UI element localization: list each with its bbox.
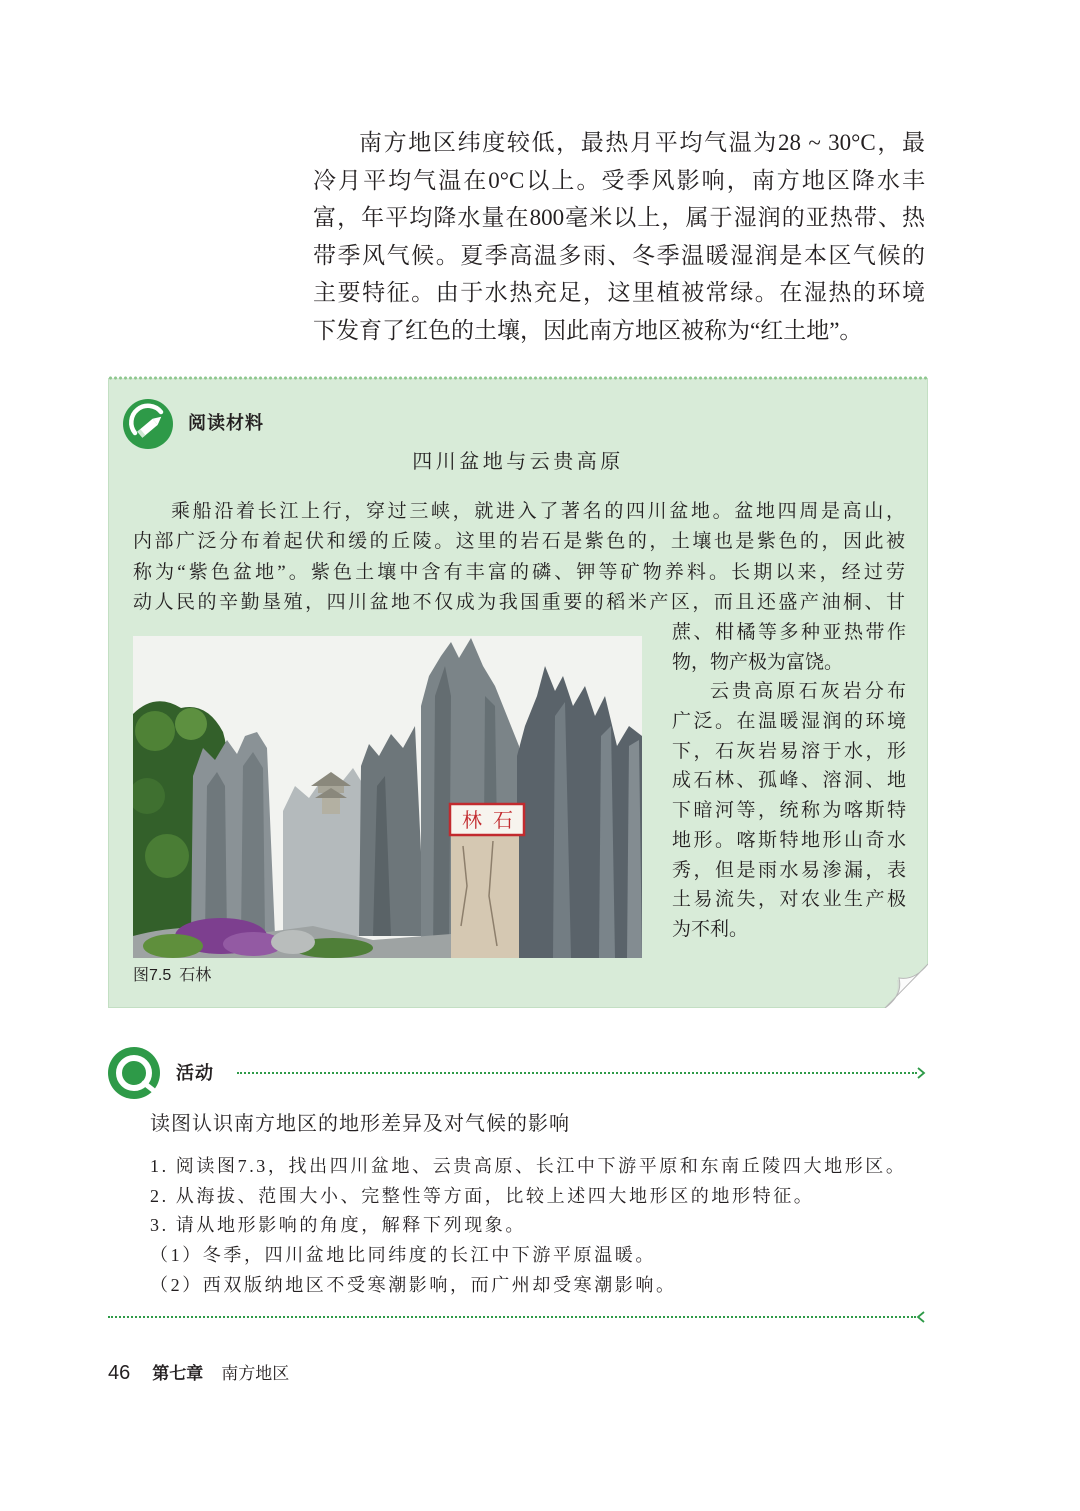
reading-title: 四川盆地与云贵高原	[412, 451, 624, 473]
reading-line: 为不利。	[672, 918, 749, 940]
stone-forest-sign	[450, 804, 524, 835]
reading-line: 下，石灰岩易溶于水，形	[672, 740, 906, 762]
reading-line: 蔗、柑橘等多种亚热带作	[672, 622, 906, 643]
reading-line: 地形。喀斯特地形山奇水	[672, 829, 906, 851]
paragraph-line: 主要特征。由于水热充足，这里植被常绿。在湿热的环境	[313, 280, 925, 305]
reading-line: 动人民的辛勤垦殖，四川盆地不仅成为我国重要的稻米产区，而且还盛产油桐、甘	[133, 591, 905, 613]
page-number: 46	[108, 1362, 131, 1384]
reading-line: 成石林、孤峰、溶洞、地	[672, 770, 906, 792]
activity-question-list	[150, 1152, 930, 1300]
page-footer	[108, 1360, 289, 1386]
reading-line: 云贵高原石灰岩分布	[710, 681, 906, 703]
sign-char: 林	[462, 808, 482, 832]
activity-label: 活动	[176, 1063, 214, 1083]
paragraph-line: 带季风气候。夏季高温多雨、冬季温暖湿润是本区气候的	[313, 242, 925, 268]
reading-line: 下暗河等，统称为喀斯特	[672, 800, 906, 822]
page-curl-corner	[880, 960, 928, 1008]
paragraph-line: 下发育了红色的土壤，因此南方地区被称为“红土地”。	[313, 317, 863, 343]
activity-item: （2）西双版纳地区不受寒潮影响，而广州却受寒潮影响。	[150, 1274, 677, 1295]
reading-text-full-width	[133, 497, 905, 618]
sign-char: 石	[493, 808, 513, 832]
figure-caption	[133, 965, 211, 987]
reading-line: 内部广泛分布着起伏和缓的丘陵。这里的岩石是紫色的，土壤也是紫色的，因此被	[133, 531, 905, 553]
figure-number: 图7.5	[133, 967, 172, 984]
chevron-left-icon	[916, 1311, 926, 1323]
figure-title: 石林	[179, 967, 212, 984]
reading-line: 物，物产极为富饶。	[672, 651, 844, 673]
activity-ring-icon	[107, 1046, 161, 1100]
reading-line: 称为“紫色盆地”。紫色土壤中含有丰富的磷、钾等矿物养料。长期以来，经过劳	[133, 561, 905, 583]
pencil-badge-icon	[122, 398, 174, 450]
panel-perforated-edge	[108, 375, 928, 381]
paragraph-line: 富，年平均降水量在800毫米以上，属于湿润的亚热带、热	[313, 205, 925, 230]
activity-item: 2. 从海拔、范围大小、完整性等方面，比较上述四大地形区的地形特征。	[150, 1185, 815, 1206]
section-label: 南方地区	[221, 1364, 290, 1383]
chevron-right-icon	[916, 1067, 926, 1079]
reading-line: 秀，但是雨水易渗漏，表	[672, 859, 906, 881]
activity-top-divider	[237, 1072, 917, 1074]
chapter-label: 第七章	[152, 1364, 204, 1383]
reading-line: 广泛。在温暖湿润的环境	[672, 711, 906, 733]
activity-bottom-divider	[108, 1316, 916, 1318]
reading-text-side-column	[672, 618, 906, 945]
activity-item: 1. 阅读图7.3，找出四川盆地、云贵高原、长江中下游平原和东南丘陵四大地形区。	[150, 1156, 907, 1176]
main-paragraph	[313, 124, 925, 349]
paragraph-line: 冷月平均气温在0°C以上。受季风影响，南方地区降水丰	[313, 167, 925, 193]
activity-heading: 读图认识南方地区的地形差异及对气候的影响	[150, 1113, 570, 1135]
activity-item: （1）冬季，四川盆地比同纬度的长江中下游平原温暖。	[150, 1245, 656, 1266]
paragraph-line: 南方地区纬度较低，最热月平均气温为28 ~ 30°C，最	[359, 130, 925, 155]
reading-line: 乘船沿着长江上行，穿过三峡，就进入了著名的四川盆地。盆地四周是高山，	[171, 501, 905, 522]
stone-forest-photo	[133, 636, 642, 958]
reading-line: 土易流失，对农业生产极	[672, 889, 906, 911]
activity-item: 3. 请从地形影响的角度，解释下列现象。	[150, 1215, 526, 1236]
reading-material-label: 阅读材料	[188, 413, 264, 433]
